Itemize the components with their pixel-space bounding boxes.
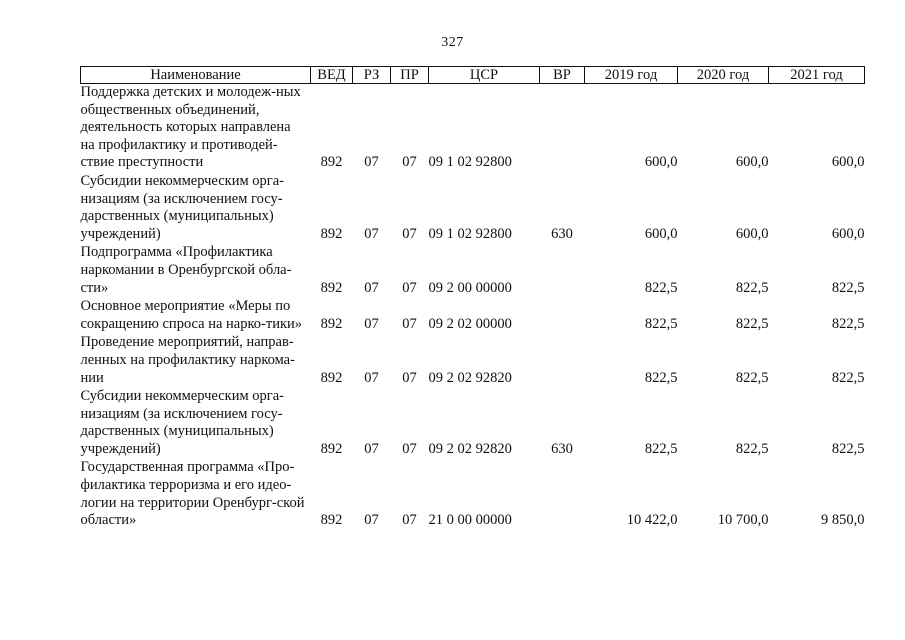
- table-row: [81, 244, 865, 298]
- row-rz: 07: [364, 315, 379, 332]
- row-rz: 07: [364, 279, 379, 296]
- header-csr: ЦСР: [429, 67, 540, 84]
- table-header-row: [81, 67, 865, 84]
- row-ved: 892: [320, 154, 343, 171]
- table-row: [81, 334, 865, 388]
- row-vr: [540, 84, 585, 173]
- row-2019: 600,0: [644, 154, 678, 171]
- row-2020: 822,5: [735, 369, 769, 386]
- table-row: [81, 388, 865, 459]
- row-ved: 892: [320, 369, 343, 386]
- row-name: Подпрограмма «Профилактика наркомании в Оренбургской обла-сти»: [80, 244, 292, 296]
- row-vr: [540, 298, 585, 334]
- row-pr: 07: [402, 440, 417, 457]
- table-row: [81, 84, 865, 173]
- row-name: Основное мероприятие «Меры по сокращению спроса на нарко-тики»: [80, 298, 303, 332]
- header-rz: РЗ: [353, 67, 391, 84]
- row-2020: 822,5: [735, 440, 769, 457]
- row-2020: 822,5: [735, 279, 769, 296]
- row-vr: [540, 334, 585, 388]
- row-2020: 10 700,0: [717, 512, 769, 529]
- row-ved: 892: [320, 512, 343, 529]
- row-vr: 630: [551, 225, 573, 242]
- row-ved: 892: [320, 315, 343, 332]
- row-ved: 892: [320, 279, 343, 296]
- row-csr: 09 1 02 92800: [428, 225, 512, 242]
- row-csr: 21 0 00 00000: [428, 512, 512, 529]
- budget-table: [80, 66, 865, 531]
- header-2019: 2019 год: [585, 67, 678, 84]
- row-2019: 822,5: [644, 440, 678, 457]
- header-pr: ПР: [391, 67, 429, 84]
- row-2021: 9 850,0: [821, 512, 865, 529]
- row-ved: 892: [320, 225, 343, 242]
- header-2020: 2020 год: [678, 67, 769, 84]
- row-2021: 822,5: [831, 440, 865, 457]
- row-2020: 600,0: [735, 154, 769, 171]
- row-2021: 600,0: [831, 154, 865, 171]
- row-vr: [540, 459, 585, 530]
- row-csr: 09 2 00 00000: [428, 279, 512, 296]
- row-name: Проведение мероприятий, направ-ленных на профилактику наркома-нии: [80, 334, 295, 386]
- row-name: Поддержка детских и молодеж-ных общественных объединений, деятельность которых направлена на профилактику и противодей-ствие преступности: [80, 84, 301, 171]
- header-vr: ВР: [540, 67, 585, 84]
- row-pr: 07: [402, 369, 417, 386]
- row-pr: 07: [402, 512, 417, 529]
- row-csr: 09 2 02 00000: [428, 315, 512, 332]
- row-2021: 600,0: [831, 225, 865, 242]
- header-2021: 2021 год: [769, 67, 865, 84]
- table-row: [81, 298, 865, 334]
- page-number: 327: [441, 35, 464, 50]
- row-name: Субсидии некоммерческим орга-низациям (за исключением госу-дарственных (муниципальных) учреждений): [80, 388, 284, 457]
- table-row: [81, 459, 865, 530]
- row-pr: 07: [402, 225, 417, 242]
- row-2019: 822,5: [644, 279, 678, 296]
- row-csr: 09 1 02 92800: [428, 154, 512, 171]
- row-csr: 09 2 02 92820: [428, 440, 512, 457]
- row-rz: 07: [364, 512, 379, 529]
- row-ved: 892: [320, 440, 343, 457]
- row-2021: 822,5: [831, 279, 865, 296]
- row-csr: 09 2 02 92820: [428, 369, 512, 386]
- row-pr: 07: [402, 154, 417, 171]
- row-name: Субсидии некоммерческим орга-низациям (за исключением госу-дарственных (муниципальных) учреждений): [80, 172, 284, 242]
- header-ved: ВЕД: [311, 67, 353, 84]
- row-rz: 07: [364, 440, 379, 457]
- row-name: Государственная программа «Про-филактика терроризма и его идео-логии на территории Оренбург-ской области»: [80, 459, 305, 529]
- table-row: [81, 173, 865, 244]
- row-vr: [540, 244, 585, 298]
- row-2020: 822,5: [735, 315, 769, 332]
- row-2021: 822,5: [831, 369, 865, 386]
- row-pr: 07: [402, 279, 417, 296]
- row-rz: 07: [364, 154, 379, 171]
- row-rz: 07: [364, 225, 379, 242]
- row-2019: 600,0: [644, 225, 678, 242]
- row-2019: 822,5: [644, 315, 678, 332]
- header-name: Наименование: [81, 67, 311, 84]
- row-2019: 822,5: [644, 369, 678, 386]
- row-rz: 07: [364, 369, 379, 386]
- row-pr: 07: [402, 315, 417, 332]
- row-2019: 10 422,0: [626, 512, 678, 529]
- row-2020: 600,0: [735, 225, 769, 242]
- row-2021: 822,5: [831, 315, 865, 332]
- row-vr: 630: [551, 440, 573, 457]
